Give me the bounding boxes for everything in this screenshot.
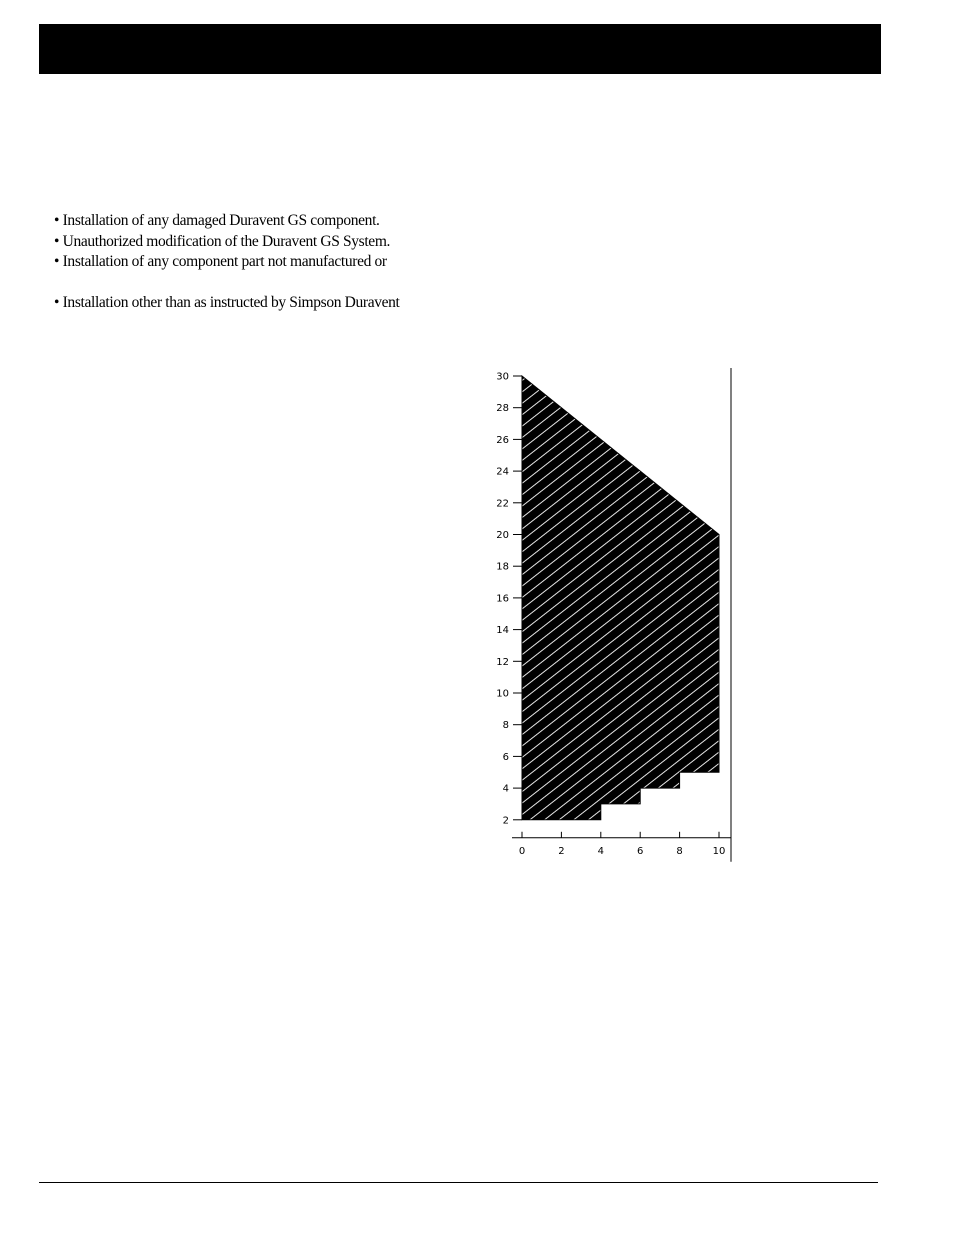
- clearance-region: [522, 376, 719, 820]
- x-tick-label: 6: [637, 845, 644, 857]
- y-tick-label: 26: [496, 434, 509, 446]
- y-tick-label: 4: [502, 783, 509, 795]
- y-tick-label: 16: [496, 593, 509, 605]
- bullet-item: • Installation of any damaged Duravent GS component.: [54, 212, 380, 229]
- x-tick-label: 10: [712, 845, 726, 857]
- bullet-list: [54, 211, 474, 314]
- y-tick-label: 2: [502, 815, 509, 827]
- y-tick-label: 24: [496, 466, 509, 478]
- x-tick-label: 8: [676, 845, 683, 857]
- y-tick-label: 12: [496, 656, 509, 668]
- bullet-item: • Installation of any component part not manufactured or: [54, 253, 387, 270]
- y-tick-label: 8: [502, 720, 509, 732]
- y-tick-label: 28: [496, 403, 509, 415]
- clearance-chart: [480, 362, 740, 867]
- header-bar: [39, 24, 881, 74]
- x-tick-label: 4: [597, 845, 604, 857]
- footer-rule: [39, 1182, 878, 1183]
- y-tick-label: 20: [496, 530, 509, 541]
- x-tick-label: 0: [518, 845, 526, 857]
- y-tick-label: 18: [496, 561, 509, 573]
- y-tick-label: 22: [496, 498, 509, 510]
- y-tick-label: 10: [496, 688, 509, 700]
- x-tick-label: 2: [558, 845, 565, 857]
- y-tick-label: 6: [502, 751, 509, 763]
- bullet-item: • Installation other than as instructed by Simpson Duravent: [54, 294, 400, 311]
- y-tick-label: 14: [496, 625, 509, 637]
- y-tick-label: 30: [496, 371, 509, 383]
- bullet-item: • Unauthorized modification of the Duravent GS System.: [54, 232, 391, 250]
